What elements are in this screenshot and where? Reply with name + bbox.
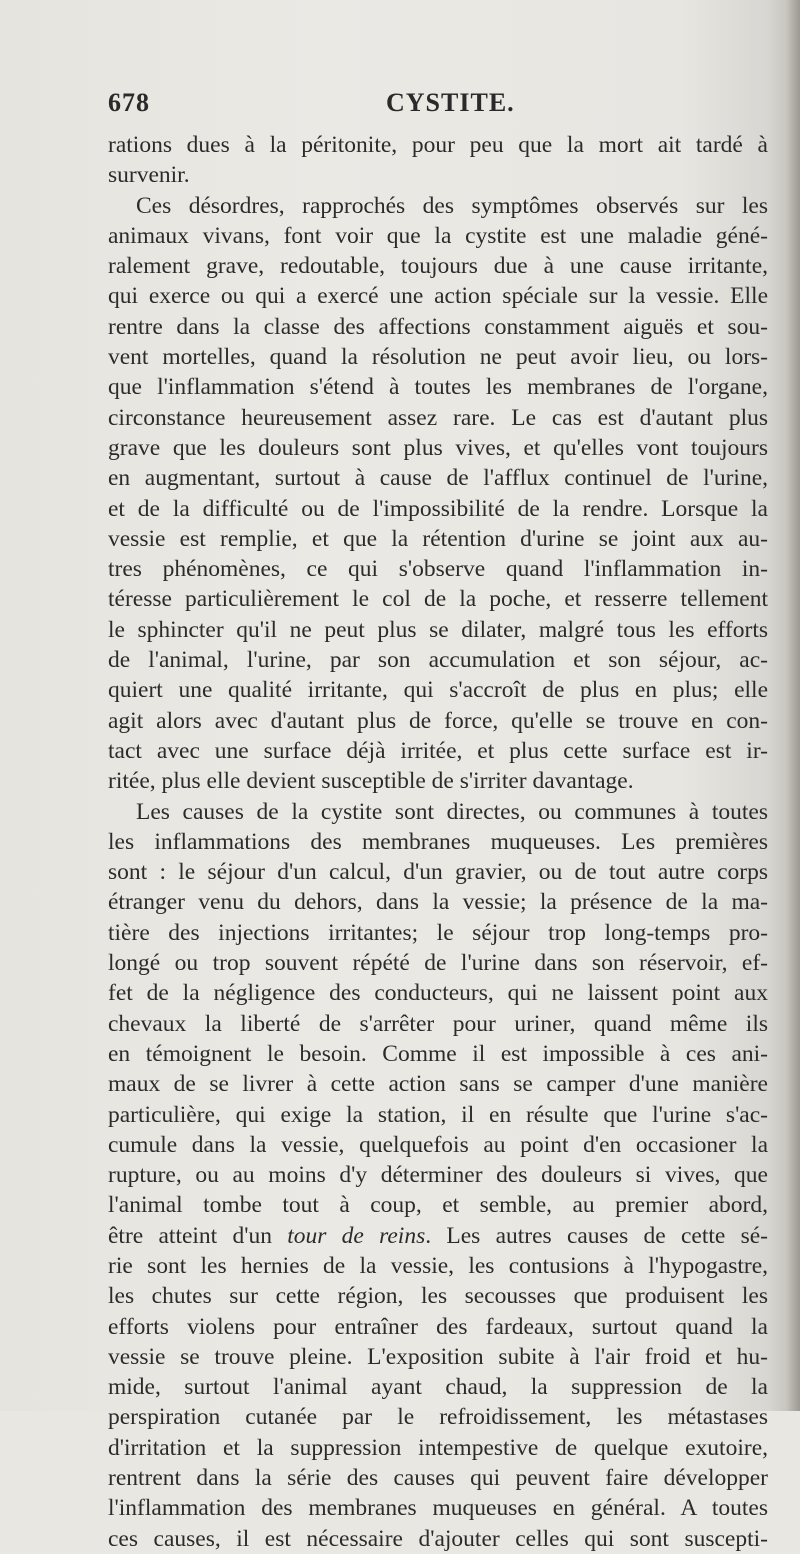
text-line: agit alors avec d'autant plus de force, qu'elle se trouve en con- (108, 707, 768, 734)
text-line: tière des injections irritantes; le séjour trop long-temps pro- (108, 919, 768, 946)
page-edge-shadow (786, 0, 800, 1411)
text-line: quiert une qualité irritante, qui s'accroît de plus en plus; elle (108, 677, 768, 704)
text-line: rations dues à la péritonite, pour peu que la mort ait tardé à (108, 132, 768, 158)
text-line: rentrent dans la série des causes qui peuvent faire développer (108, 1465, 768, 1492)
text-segment: . Les autres causes de cette sé- (425, 1222, 768, 1249)
text-line: efforts violens pour entraîner des fardeaux, surtout quand la (108, 1313, 768, 1340)
page-header (108, 88, 768, 124)
text-line: circonstance heureusement assez rare. Le cas est d'autant plus (108, 404, 768, 431)
text-line: l'inflammation des membranes muqueuses en général. A toutes (108, 1495, 768, 1522)
text-line: perspiration cutanée par le refroidissement, les métastases (108, 1404, 768, 1431)
running-title: CYSTITE. (386, 88, 515, 117)
text-line: vessie se trouve pleine. L'exposition subite à l'air froid et hu- (108, 1343, 768, 1370)
text-line: étranger venu du dehors, dans la vessie; la présence de la ma- (108, 889, 768, 916)
text-line: rie sont les hernies de la vessie, les contusions à l'hypogastre, (108, 1252, 768, 1279)
text-line: rentre dans la classe des affections constamment aiguës et sou- (108, 313, 768, 340)
text-line: téresse particulièrement le col de la poche, et resserre tellement (108, 586, 768, 613)
text-line: de l'animal, l'urine, par son accumulation et son séjour, ac- (108, 647, 768, 674)
text-line: chevaux la liberté de s'arrêter pour uriner, quand même ils (108, 1010, 768, 1037)
text-line: qui exerce ou qui a exercé une action spéciale sur la vessie. Elle (108, 283, 768, 310)
text-line: rupture, ou au moins d'y déterminer des douleurs si vives, que (108, 1162, 768, 1189)
text-line: ralement grave, redoutable, toujours due à une cause irritante, (108, 253, 768, 280)
text-line: animaux vivans, font voir que la cystite est une maladie géné- (108, 222, 768, 249)
text-line: les chutes sur cette région, les secousses que produisent les (108, 1283, 768, 1310)
text-line: survenir. (108, 162, 190, 189)
text-line-with-italic (108, 1221, 768, 1251)
text-line: particulière, qui exige la station, il en résulte que l'urine s'ac- (108, 1101, 768, 1128)
text-line: que l'inflammation s'étend à toutes les membranes de l'organe, (108, 374, 768, 401)
text-line: en témoignent le besoin. Comme il est impossible à ces ani- (108, 1040, 768, 1067)
text-line: tact avec une surface déjà irritée, et plus cette surface est ir- (108, 737, 768, 764)
text-line: le sphincter qu'il ne peut plus se dilater, malgré tous les efforts (108, 616, 768, 643)
text-line: vessie est remplie, et que la rétention d'urine se joint aux au- (108, 525, 768, 552)
text-line: cumule dans la vessie, quelquefois au point d'en occasioner la (108, 1131, 768, 1158)
text-line: longé ou trop souvent répété de l'urine dans son réservoir, ef- (108, 950, 768, 977)
text-line: d'irritation et la suppression intempestive de quelque exutoire, (108, 1434, 768, 1461)
text-line: ritée, plus elle devient susceptible de s'irriter davantage. (108, 768, 634, 795)
body-text (108, 130, 768, 1554)
paragraph-start-line: Les causes de la cystite sont directes, ou communes à toutes (136, 798, 768, 825)
text-line: sont : le séjour d'un calcul, d'un gravier, ou de tout autre corps (108, 859, 768, 886)
text-line: tres phénomènes, ce qui s'observe quand l'inflammation in- (108, 556, 768, 583)
text-line: l'animal tombe tout à coup, et semble, au premier abord, (108, 1192, 768, 1219)
text-line: vent mortelles, quand la résolution ne peut avoir lieu, ou lors- (108, 344, 768, 371)
page-number: 678 (108, 88, 150, 117)
paragraph-start-line: Ces désordres, rapprochés des symptômes observés sur les (136, 192, 768, 219)
text-line: fet de la négligence des conducteurs, qui ne laissent point aux (108, 980, 768, 1007)
text-line: maux de se livrer à cette action sans se camper d'une manière (108, 1071, 768, 1098)
text-segment: être atteint d'un (108, 1222, 288, 1249)
text-line: et de la difficulté ou de l'impossibilité de la rendre. Lorsque la (108, 495, 768, 522)
italic-term: tour de reins (287, 1222, 426, 1249)
text-line: ces causes, il est nécessaire d'ajouter celles qui sont suscepti- (108, 1525, 768, 1552)
text-line: les inflammations des membranes muqueuses. Les premières (108, 828, 768, 855)
text-line: en augmentant, surtout à cause de l'afflux continuel de l'urine, (108, 465, 768, 492)
text-line: mide, surtout l'animal ayant chaud, la suppression de la (108, 1374, 768, 1401)
text-line: grave que les douleurs sont plus vives, et qu'elles vont toujours (108, 434, 768, 461)
